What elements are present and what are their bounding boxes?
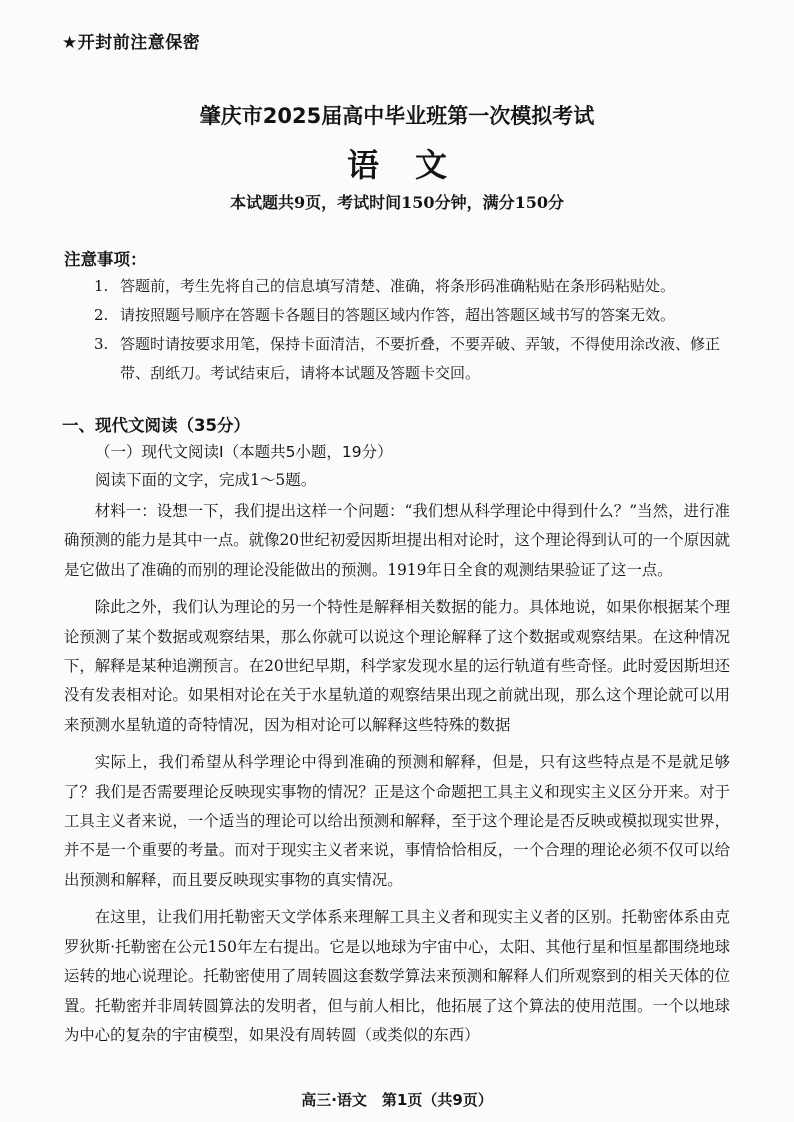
exam-title: 肇庆市2025届高中毕业班第一次模拟考试 bbox=[199, 104, 595, 128]
notice-number: 1. bbox=[94, 277, 109, 295]
confidential-notice: ★开封前注意保密 bbox=[62, 33, 201, 53]
exam-info: 本试题共9页，考试时间150分钟，满分150分 bbox=[230, 193, 564, 212]
section-heading: 一、现代文阅读（35分） bbox=[62, 416, 250, 435]
subsection-heading: （一）现代文阅读Ⅰ（本题共5小题，19分） bbox=[95, 443, 393, 461]
passage-paragraph: 在这里，让我们用托勒密天文学体系来理解工具主义者和现实主义者的区别。托勒密体系由克罗狄斯·托勒密在公元150年左右提出。它是以地球为宇宙中心，太阳、其他行星和恒星都围绕地球运转的地心说理论。托勒密使用了周转圆这套数学算法来预测和解释人们所观察到的相关天体的位置。托勒密并非周转圆算法的发明者，但与前人相比，他拓展了这个算法的使用范围。一个以地球为中心的复杂的宇宙模型，如果没有周转圆（或类似的东西） bbox=[64, 908, 730, 1044]
notice-text: 答题时请按要求用笔，保持卡面清洁，不要折叠，不要弄破、弄皱，不得使用涂改液、修正带、刮纸刀。考试结束后，请将本试题及答题卡交回。 bbox=[120, 335, 721, 382]
passage-paragraph: 实际上，我们希望从科学理论中得到准确的预测和解释，但是，只有这些特点是不是就足够了？我们是否需要理论反映现实事物的情况？正是这个命题把工具主义和现实主义区分开来。对于工具主义者来说，一个适当的理论可以给出预测和解释，至于这个理论是否反映或模拟现实世界，并不是一个重要的考量。而对于现实主义者来说，事情恰恰相反，一个合理的理论必须不仅可以给出预测和解释，而且要反映现实事物的真实情况。 bbox=[64, 753, 730, 889]
notice-heading: 注意事项： bbox=[64, 250, 147, 269]
subject-title: 语文 bbox=[346, 146, 483, 184]
passage-paragraph: 除此之外，我们认为理论的另一个特性是解释相关数据的能力。具体地说，如果你根据某个理论预测了某个数据或观察结果，那么你就可以说这个理论解释了这个数据或观察结果。在这种情况下，解释是某种追溯预言。在20世纪早期，科学家发现水星的运行轨道有些奇怪。此时爱因斯坦还没有发表相对论。如果相对论在关于水星轨道的观察结果出现之前就出现，那么这个理论就可以用来预测水星轨道的奇特情况，因为相对论可以解释这些特殊的数据 bbox=[64, 598, 730, 734]
notice-item bbox=[94, 272, 734, 301]
notice-text: 答题前，考生先将自己的信息填写清楚、准确，将条形码准确粘贴在条形码粘贴处。 bbox=[120, 277, 676, 295]
notice-text: 请按照题号顺序在答题卡各题目的答题区域内作答，超出答题区域书写的答案无效。 bbox=[120, 306, 676, 324]
page-footer: 高三·语文 第1页（共9页） bbox=[301, 1091, 493, 1109]
notice-list bbox=[94, 272, 734, 388]
notice-item bbox=[94, 301, 734, 330]
reading-instruction: 阅读下面的文字，完成1～5题。 bbox=[95, 471, 317, 489]
notice-number: 2. bbox=[94, 306, 109, 324]
passage-paragraph: 材料一：设想一下，我们提出这样一个问题：“我们想从科学理论中得到什么？”当然，进行准确预测的能力是其中一点。就像20世纪初爱因斯坦提出相对论时，这个理论得到认可的一个原因就是它做出了准确的而别的理论没能做出的预测。1919年日全食的观测结果验证了这一点。 bbox=[64, 502, 730, 579]
notice-number: 3. bbox=[94, 335, 109, 353]
reading-passage bbox=[64, 497, 730, 1050]
notice-item bbox=[94, 330, 734, 388]
